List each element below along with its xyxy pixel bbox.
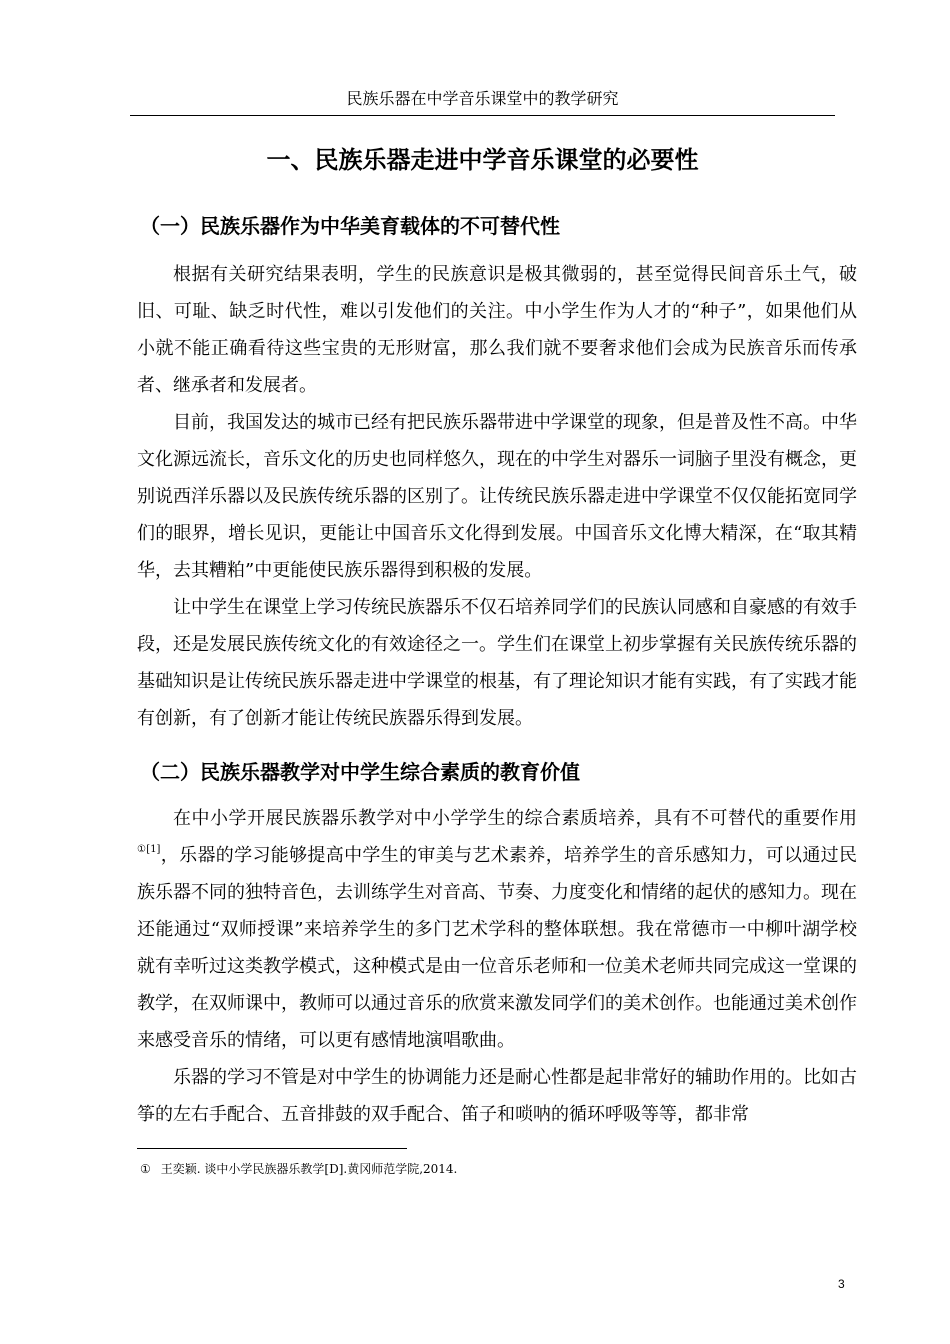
chapter-title: 一、民族乐器走进中学音乐课堂的必要性: [266, 146, 699, 174]
citation-marker[interactable]: ①[1]: [137, 844, 161, 855]
paragraph-3: 让中学生在课堂上学习传统民族器乐不仅石培养同学们的民族认同感和自豪感的有效手段，还是发展民族传统文化的有效途径之一。学生们在课堂上初步掌握有关民族传统乐器的基础知识是让传统民族乐器走进中学课堂的根基，有了理论知识才能有实践，有了实践才能有创新，有了创新才能让传统民族器乐得到发展。: [137, 597, 857, 729]
footnote-text: 王奕颖. 谈中小学民族器乐教学[D].黄冈师范学院,2014.: [160, 1162, 458, 1176]
section-title-2: （二）民族乐器教学对中学生综合素质的教育价值: [140, 760, 580, 784]
paragraph-5: 乐器的学习不管是对中学生的协调能力还是耐心性都是起非常好的辅助作用的。比如古筝的左右手配合、五音排鼓的双手配合、笛子和唢呐的循环呼吸等等，都非常: [137, 1067, 857, 1125]
running-header: 民族乐器在中学音乐课堂中的教学研究: [346, 89, 619, 108]
paragraph-4: [137, 800, 857, 1059]
footnote-mark: ①: [140, 1162, 151, 1176]
paragraph-4-start: 在中小学开展民族器乐教学对中小学学生的综合素质培养，具有不可替代的重要作用: [173, 808, 857, 829]
header-rule: [130, 115, 835, 116]
paragraph-1: 根据有关研究结果表明，学生的民族意识是极其微弱的，甚至觉得民间音乐土气，破旧、可耻、缺乏时代性，难以引发他们的关注。中小学生作为人才的“种子”，如果他们从小就不能正确看待这些宝贵的无形财富，那么我们就不要奢求他们会成为民族音乐而传承者、继承者和发展者。: [137, 264, 857, 396]
footnote: [140, 1160, 457, 1178]
page-number: 3: [838, 1277, 845, 1291]
paragraph-4-rest: ，乐器的学习能够提高中学生的审美与艺术素养，培养学生的音乐感知力，可以通过民族乐器不同的独特音色，去训练学生对音高、节奏、力度变化和情绪的起伏的感知力。现在还能通过“双师授课”来培养学生的多门艺术学科的整体联想。我在常德市一中柳叶湖学校就有幸听过这类教学模式，这种模式是由一位音乐老师和一位美术老师共同完成这一堂课的教学，在双师课中，教师可以通过音乐的欣赏来激发同学们的美术创作。也能通过美术创作来感受音乐的情绪，可以更有感情地演唱歌曲。: [137, 845, 857, 1051]
footnote-rule: [137, 1148, 407, 1149]
section-title-1: （一）民族乐器作为中华美育载体的不可替代性: [140, 214, 560, 238]
paragraph-2: 目前，我国发达的城市已经有把民族乐器带进中学课堂的现象，但是普及性不高。中华文化源远流长，音乐文化的历史也同样悠久，现在的中学生对器乐一词脑子里没有概念，更别说西洋乐器以及民族传统乐器的区别了。让传统民族乐器走进中学课堂不仅仅能拓宽同学们的眼界，增长见识，更能让中国音乐文化得到发展。中国音乐文化博大精深，在“取其精华，去其糟粕”中更能使民族乐器得到积极的发展。: [137, 412, 857, 581]
